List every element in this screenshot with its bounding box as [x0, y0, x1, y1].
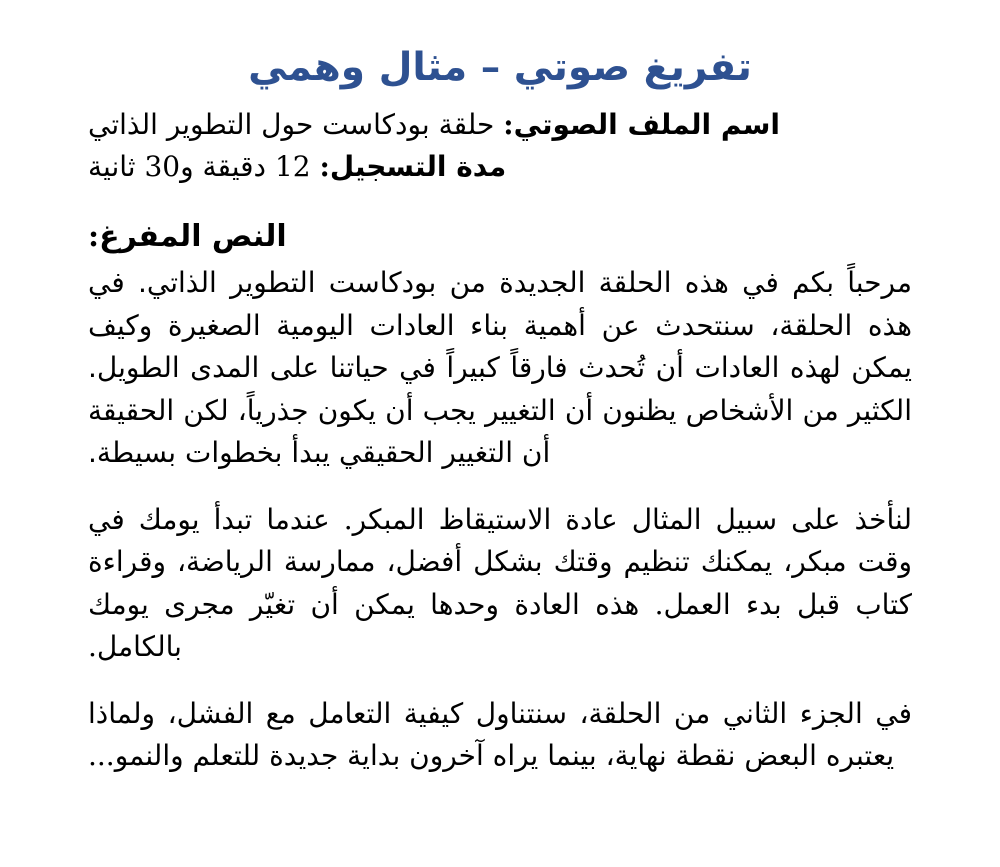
transcript-paragraph-2: لنأخذ على سبيل المثال عادة الاستيقاظ المبكر. عندما تبدأ يومك في وقت مبكر، يمكنك تنظيم وقتك بشكل أفضل، ممارسة الرياضة، وقراءة كتاب قبل بدء العمل. هذه العادة وحدها يمكن أن تغيّر مجرى يومك بالكامل.	[88, 502, 912, 664]
recording-duration-line	[88, 146, 912, 188]
audio-file-name-line	[88, 104, 912, 146]
audio-file-name-value: حلقة بودكاست حول التطوير الذاتي	[88, 108, 495, 141]
recording-duration-label: مدة التسجيل:	[319, 150, 507, 183]
transcript-paragraph-1: مرحباً بكم في هذه الحلقة الجديدة من بودكاست التطوير الذاتي. في هذه الحلقة، سنتحدث عن أهمية بناء العادات اليومية الصغيرة وكيف يمكن لهذه العادات أن تُحدث فارقاً كبيراً في حياتنا على المدى الطويل. الكثير من الأشخاص يظنون أن التغيير يجب أن يكون جذرياً، لكن الحقيقة أن التغيير الحقيقي يبدأ بخطوات بسيطة.	[88, 266, 912, 470]
audio-file-name-label: اسم الملف الصوتي:	[503, 108, 780, 141]
transcript-paragraph-3: في الجزء الثاني من الحلقة، سنتناول كيفية التعامل مع الفشل، ولماذا يعتبره البعض نقطة نهاية، بينما يراه آخرون بداية جديدة للتعلم والنمو...	[88, 696, 912, 773]
document-title: تفريغ صوتي – مثال وهمي	[248, 44, 752, 90]
recording-duration-value: 12 دقيقة و30 ثانية	[88, 150, 311, 183]
transcript-heading: النص المفرغ:	[88, 219, 287, 254]
